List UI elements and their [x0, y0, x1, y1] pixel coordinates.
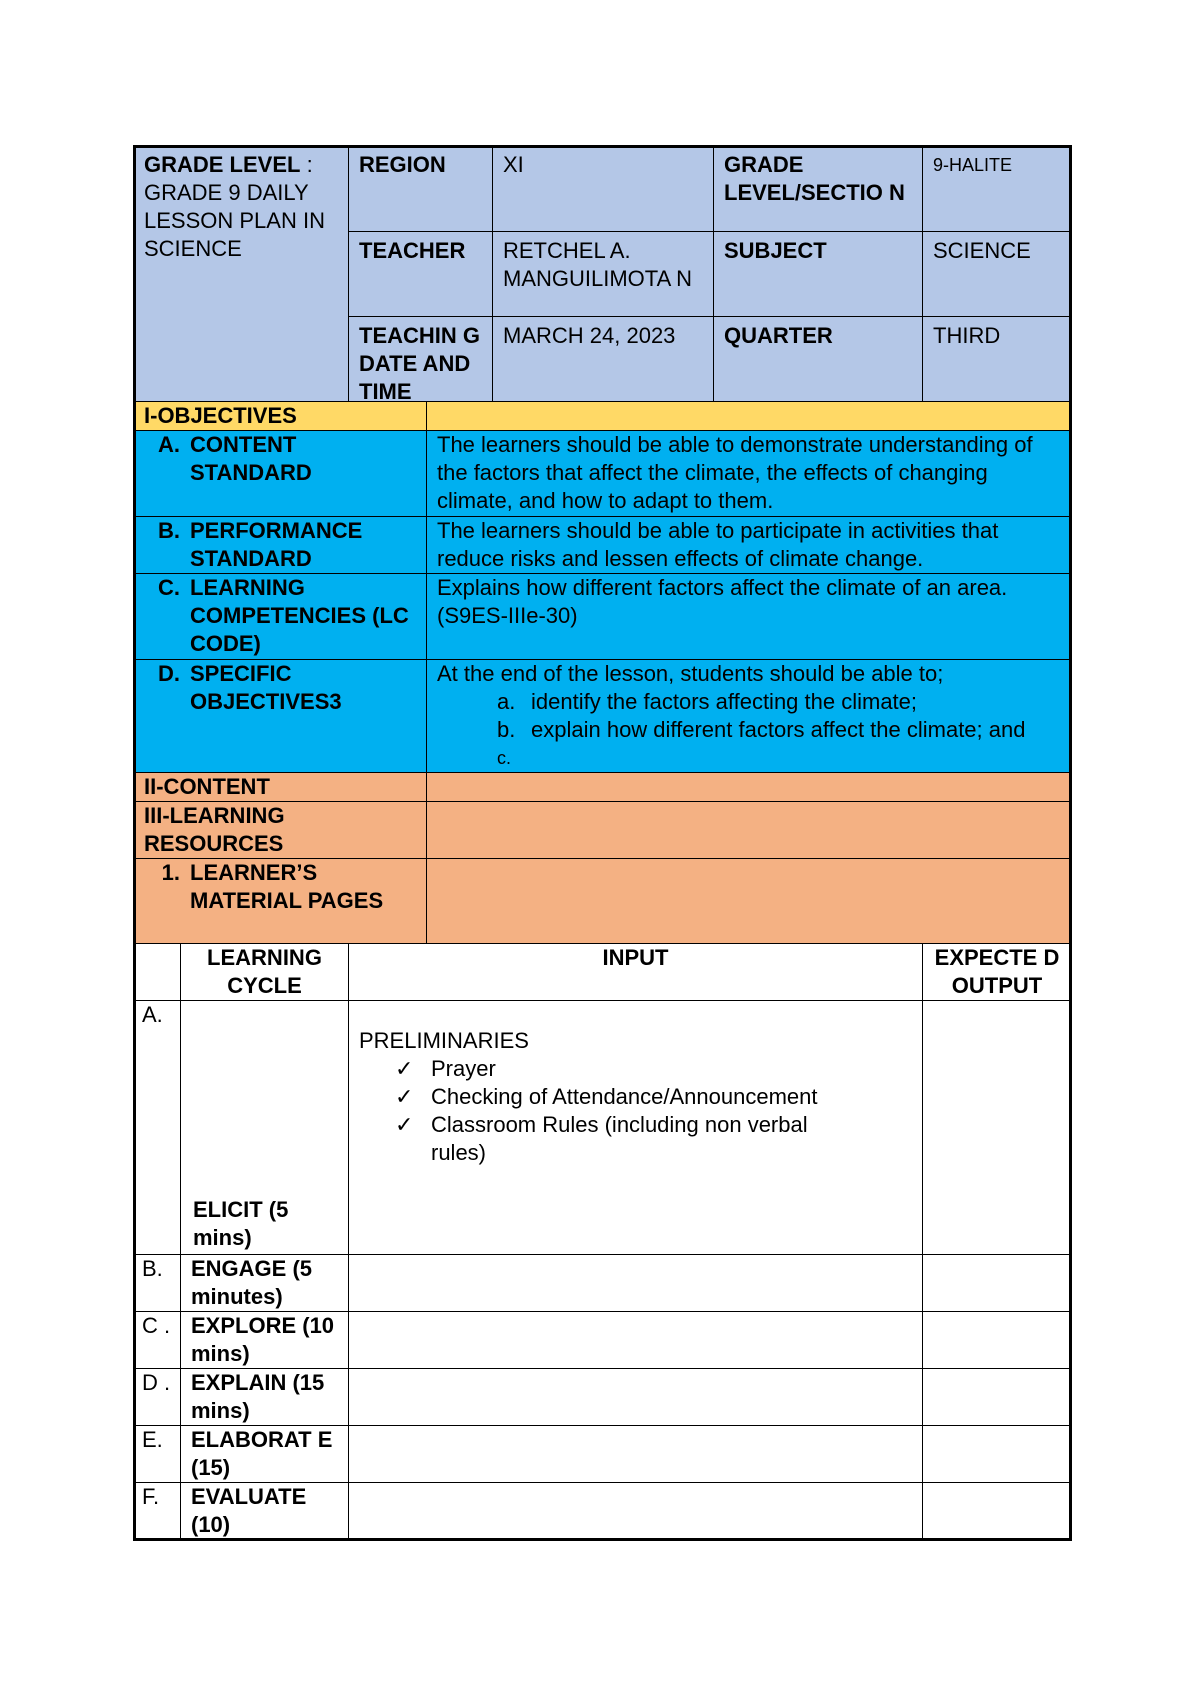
learners-material-value [426, 858, 1072, 944]
learning-competencies-label [133, 573, 427, 660]
performance-standard-letter: B. [158, 518, 180, 543]
list-item [437, 716, 1061, 744]
grade-level-cell [133, 145, 349, 402]
list-item-text: Classroom Rules (including non verbal rules) [431, 1112, 808, 1165]
performance-standard-text: The learners should be able to participate in activities that reduce risks and lessen effects of climate change. [426, 516, 1072, 574]
learning-resources-title: III-LEARNING RESOURCES [133, 801, 427, 859]
elicit-phase-label: ELICIT (5 mins) [193, 1197, 289, 1250]
content-standard-label [133, 430, 427, 517]
objectives-title-right [426, 401, 1072, 431]
learners-material-name: LEARNER’S MATERIAL PAGES [190, 860, 384, 913]
cycle-header: LEARNING CYCLE [180, 943, 349, 1001]
row-letter: B. [133, 1254, 181, 1312]
specific-objectives-name: SPECIFIC OBJECTIVES3 [190, 661, 342, 714]
grade-level-value: GRADE 9 DAILY LESSON PLAN IN SCIENCE [144, 180, 325, 261]
performance-standard-label [133, 516, 427, 574]
row-output [922, 1368, 1072, 1426]
section-value: 9-HALITE [922, 145, 1072, 232]
preliminaries-title: PRELIMINARIES [359, 1028, 529, 1053]
check-icon: ✓ [395, 1112, 414, 1137]
specific-objectives-label [133, 659, 427, 773]
row-letter: F. [133, 1482, 181, 1541]
row-input [348, 1254, 923, 1312]
list-item-text: explain how different factors affect the climate; and [531, 717, 1026, 742]
list-item-text: identify the factors affecting the climate; [531, 689, 918, 714]
learners-material-number: 1. [161, 860, 180, 885]
content-standard-name: CONTENT STANDARD [190, 432, 312, 485]
teacher-value: RETCHEL A. MANGUILIMOTA N [492, 231, 714, 317]
row-output [922, 1254, 1072, 1312]
elicit-output [922, 1000, 1072, 1255]
date-value: MARCH 24, 2023 [492, 316, 714, 402]
cycle-letter-header [133, 943, 181, 1001]
learners-material-label [133, 858, 427, 944]
row-phase: EXPLAIN (15 mins) [180, 1368, 349, 1426]
performance-standard-name: PERFORMANCE STANDARD [190, 518, 363, 571]
region-label: REGION [348, 145, 493, 232]
row-input [348, 1368, 923, 1426]
list-item [395, 1055, 912, 1083]
list-item [395, 1083, 912, 1111]
objectives-title: I-OBJECTIVES [133, 401, 427, 431]
subject-value: SCIENCE [922, 231, 1072, 317]
check-icon: ✓ [395, 1056, 414, 1081]
row-letter: D . [133, 1368, 181, 1426]
row-input [348, 1311, 923, 1369]
row-output [922, 1311, 1072, 1369]
content-standard-letter: A. [158, 432, 180, 457]
content-value [426, 772, 1072, 802]
region-value: XI [492, 145, 714, 232]
input-header: INPUT [348, 943, 923, 1001]
content-title: II-CONTENT [133, 772, 427, 802]
learning-resources-value [426, 801, 1072, 859]
learning-competencies-name: LEARNING COMPETENCIES (LC CODE) [190, 575, 409, 656]
list-item [437, 688, 1061, 716]
specific-objectives-letter: D. [158, 661, 180, 686]
date-label: TEACHIN G DATE AND TIME [348, 316, 493, 402]
expected-output-header: EXPECTE D OUTPUT [922, 943, 1072, 1001]
row-phase [180, 1000, 349, 1255]
row-input [348, 1425, 923, 1483]
list-item-mark: b. [497, 717, 516, 742]
learning-competencies-letter: C. [158, 575, 180, 600]
row-phase: EXPLORE (10 mins) [180, 1311, 349, 1369]
elicit-input [348, 1000, 923, 1255]
row-letter: C . [133, 1311, 181, 1369]
subject-label: SUBJECT [713, 231, 923, 317]
quarter-label: QUARTER [713, 316, 923, 402]
grade-level-label: GRADE LEVEL [144, 152, 301, 177]
row-input [348, 1482, 923, 1541]
quarter-value: THIRD [922, 316, 1072, 402]
row-output [922, 1425, 1072, 1483]
row-output [922, 1482, 1072, 1541]
specific-objectives-intro: At the end of the lesson, students should be able to; [437, 661, 944, 686]
list-item-text: Prayer [431, 1056, 496, 1081]
check-icon: ✓ [395, 1084, 414, 1109]
list-item [437, 744, 1061, 772]
row-phase: ELABORAT E (15) [180, 1425, 349, 1483]
specific-objectives-text [426, 659, 1072, 773]
grade-level-colon: : [306, 152, 313, 177]
list-item-text: Checking of Attendance/Announcement [431, 1084, 818, 1109]
row-phase: ENGAGE (5 minutes) [180, 1254, 349, 1312]
row-letter: E. [133, 1425, 181, 1483]
row-letter: A. [133, 1000, 181, 1255]
learning-competencies-text: Explains how different factors affect the climate of an area. (S9ES-IIIe-30) [426, 573, 1072, 660]
list-item-mark: a. [497, 689, 516, 714]
list-item [395, 1111, 912, 1167]
teacher-label: TEACHER [348, 231, 493, 317]
section-label: GRADE LEVEL/SECTIO N [713, 145, 923, 232]
row-phase: EVALUATE (10) [180, 1482, 349, 1541]
list-item-mark: c. [497, 748, 512, 768]
content-standard-text: The learners should be able to demonstrate understanding of the factors that affect the climate, the effects of changing climate, and how to adapt to them. [426, 430, 1072, 517]
